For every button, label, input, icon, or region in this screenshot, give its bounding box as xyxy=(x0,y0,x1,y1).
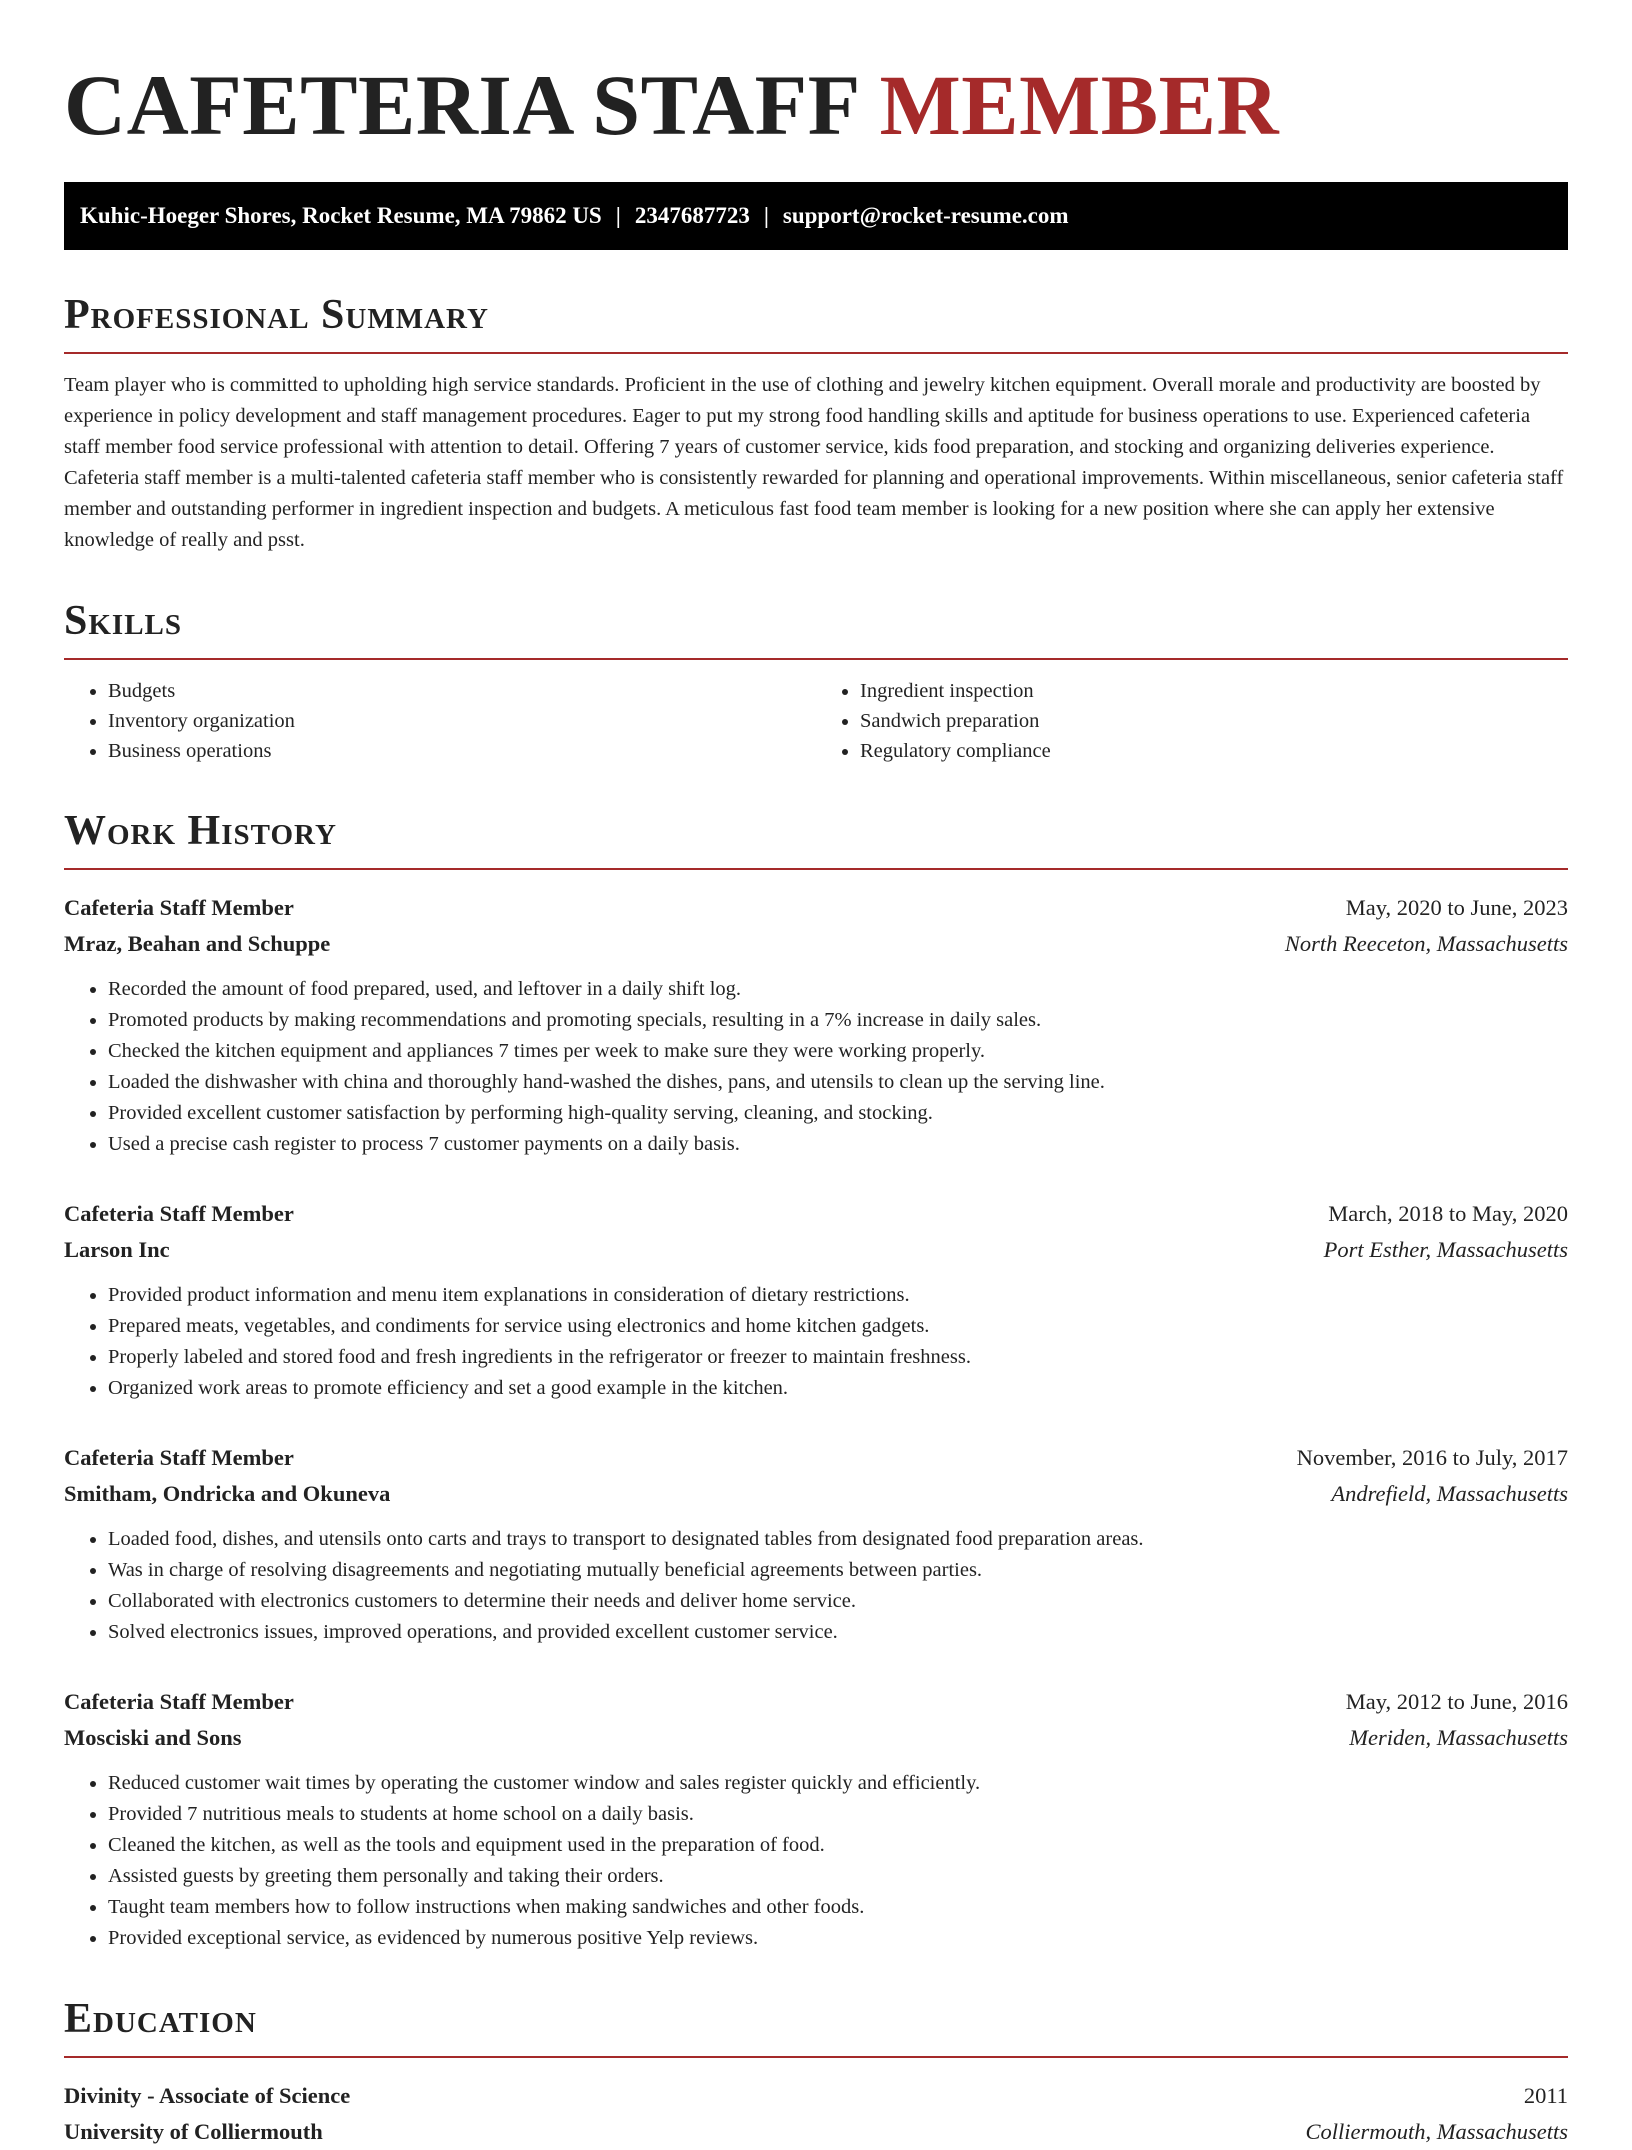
contact-phone: 2347687723 xyxy=(634,203,750,228)
name-main: CAFETERIA STAFF xyxy=(64,57,858,153)
duty-item: • Properly labeled and stored food and fresh ingredients in the refrigerator or freezer to maintain freshness. xyxy=(108,1342,1568,1373)
job-location: Meriden, Massachusetts xyxy=(1349,1725,1568,1750)
job-entry xyxy=(64,1196,1568,1404)
duty-item: • Used a precise cash register to process 7 customer payments on a daily basis. xyxy=(108,1129,1568,1160)
duty-item: • Organized work areas to promote efficiency and set a good example in the kitchen. xyxy=(108,1373,1568,1404)
contact-email: support@rocket-resume.com xyxy=(782,203,1069,228)
duty-item: • Provided excellent customer satisfaction by performing high-quality serving, cleaning, and stocking. xyxy=(108,1098,1568,1129)
education-school: University of Colliermouth xyxy=(64,2119,323,2144)
job-company: Larson Inc xyxy=(64,1237,170,1262)
duty-item: • Recorded the amount of food prepared, used, and leftover in a daily shift log. xyxy=(108,974,1568,1005)
job-company: Smitham, Ondricka and Okuneva xyxy=(64,1481,391,1506)
skill-item: • Ingredient inspection xyxy=(860,676,1568,706)
skills-list xyxy=(64,676,1568,766)
job-dates: May, 2020 to June, 2023 xyxy=(1345,895,1568,920)
section-title-education: Education xyxy=(64,1998,1568,2058)
duty-item: • Assisted guests by greeting them personally and taking their orders. xyxy=(108,1861,1568,1892)
duty-item: • Taught team members how to follow instructions when making sandwiches and other foods. xyxy=(108,1892,1568,1923)
skill-item: • Business operations xyxy=(108,736,816,766)
duty-item: • Checked the kitchen equipment and appliances 7 times per week to make sure they were working properly. xyxy=(108,1036,1568,1067)
duty-item: • Prepared meats, vegetables, and condiments for service using electronics and home kitchen gadgets. xyxy=(108,1311,1568,1342)
skill-item: • Inventory organization xyxy=(108,706,816,736)
duty-item: • Solved electronics issues, improved operations, and provided excellent customer service. xyxy=(108,1617,1568,1648)
job-role: Cafeteria Staff Member xyxy=(64,895,294,920)
job-role: Cafeteria Staff Member xyxy=(64,1201,294,1226)
education-location: Colliermouth, Massachusetts xyxy=(1305,2119,1568,2144)
skills-column-left xyxy=(64,676,816,766)
section-title-summary: Professional Summary xyxy=(64,294,1568,354)
job-entry xyxy=(64,890,1568,1160)
job-duties xyxy=(64,1524,1568,1648)
duty-item: • Promoted products by making recommendations and promoting specials, resulting in a 7% increase in daily sales. xyxy=(108,1005,1568,1036)
name-accent: MEMBER xyxy=(879,57,1280,153)
job-dates: March, 2018 to May, 2020 xyxy=(1328,1201,1568,1226)
job-location: North Reeceton, Massachusetts xyxy=(1284,931,1568,956)
skill-item: • Budgets xyxy=(108,676,816,706)
education-year: 2011 xyxy=(1523,2083,1568,2108)
resume-name xyxy=(64,52,1568,153)
duty-item: • Reduced customer wait times by operating the customer window and sales register quickly and efficiently. xyxy=(108,1768,1568,1799)
job-company: Mraz, Beahan and Schuppe xyxy=(64,931,331,956)
job-entry xyxy=(64,1684,1568,1954)
summary-text: Team player who is committed to upholding high service standards. Proficient in the use of clothing and jewelry kitchen equipment. Overall morale and productivity are boosted by experience in policy development and staff management procedures. Eager to put my strong food handling skills and aptitude for business operations to use. Experienced cafeteria staff member food service professional with attention to detail. Offering 7 years of customer service, kids food preparation, and stocking and organizing deliveries experience. Cafeteria staff member is a multi-talented cafeteria staff member who is consistently rewarded for planning and operational improvements. Within miscellaneous, senior cafeteria staff member and outstanding performer in ingredient inspection and budgets. A meticulous fast food team member is looking for a new position where she can apply her extensive knowledge of really and psst. xyxy=(64,374,1564,551)
skills-column-right xyxy=(816,676,1568,766)
education-entry xyxy=(64,2078,1568,2150)
job-dates: May, 2012 to June, 2016 xyxy=(1345,1689,1568,1714)
duty-item: • Collaborated with electronics customers to determine their needs and deliver home service. xyxy=(108,1586,1568,1617)
job-location: Andrefield, Massachusetts xyxy=(1331,1481,1568,1506)
job-location: Port Esther, Massachusetts xyxy=(1323,1237,1568,1262)
duty-item: • Was in charge of resolving disagreements and negotiating mutually beneficial agreements between parties. xyxy=(108,1555,1568,1586)
job-duties xyxy=(64,974,1568,1160)
contact-separator: | xyxy=(615,203,621,228)
job-dates: November, 2016 to July, 2017 xyxy=(1296,1445,1568,1470)
contact-bar xyxy=(64,182,1568,250)
job-role: Cafeteria Staff Member xyxy=(64,1689,294,1714)
section-title-work-history: Work History xyxy=(64,810,1568,870)
job-duties xyxy=(64,1280,1568,1404)
duty-item: • Loaded the dishwasher with china and thoroughly hand-washed the dishes, pans, and utensils to clean up the serving line. xyxy=(108,1067,1568,1098)
contact-address: Kuhic-Hoeger Shores, Rocket Resume, MA 79862 US xyxy=(80,203,602,228)
job-company: Mosciski and Sons xyxy=(64,1725,242,1750)
education-degree: Divinity - Associate of Science xyxy=(64,2083,351,2108)
skill-item: • Regulatory compliance xyxy=(860,736,1568,766)
duty-item: • Provided product information and menu item explanations in consideration of dietary restrictions. xyxy=(108,1280,1568,1311)
duty-item: • Provided 7 nutritious meals to students at home school on a daily basis. xyxy=(108,1799,1568,1830)
job-role: Cafeteria Staff Member xyxy=(64,1445,294,1470)
duty-item: • Cleaned the kitchen, as well as the tools and equipment used in the preparation of food. xyxy=(108,1830,1568,1861)
duty-item: • Provided exceptional service, as evidenced by numerous positive Yelp reviews. xyxy=(108,1923,1568,1954)
duty-item: • Loaded food, dishes, and utensils onto carts and trays to transport to designated tables from designated food preparation areas. xyxy=(108,1524,1568,1555)
job-entry xyxy=(64,1440,1568,1648)
skill-item: • Sandwich preparation xyxy=(860,706,1568,736)
job-duties xyxy=(64,1768,1568,1954)
section-title-skills: Skills xyxy=(64,600,1568,660)
contact-separator: | xyxy=(763,203,769,228)
